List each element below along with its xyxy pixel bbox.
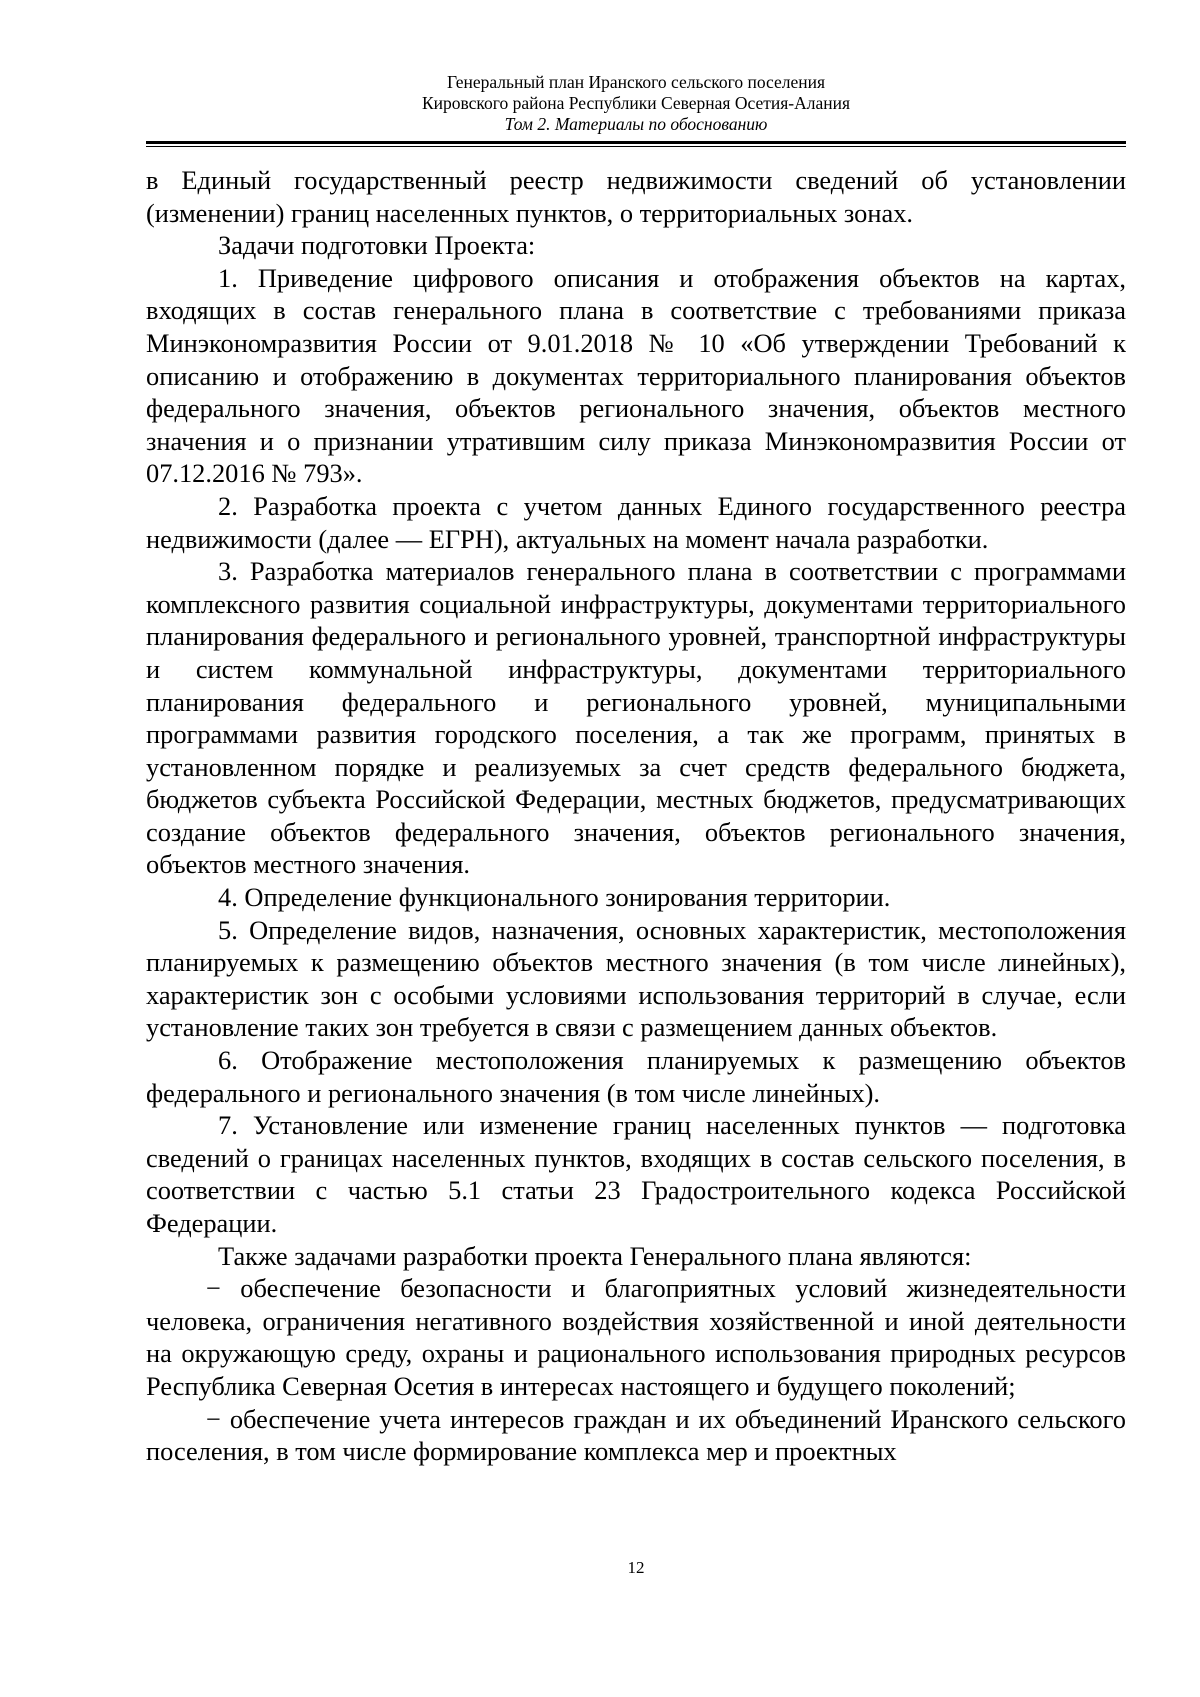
list-item: 2. Разработка проекта с учетом данных Единого государственного реестра недвижимости (далее — ЕГРН), актуальных на момент начала разработки. (146, 490, 1126, 554)
document-body (146, 164, 1126, 1468)
bullet-item: − обеспечение безопасности и благоприятных условий жизнедеятельности человека, ограничения негативного воздействия хозяйственной и иной деятельности на окружающую среду, охраны и рационального использования природных ресурсов Республика Северная Осетия в интересах настоящего и будущего поколений; (146, 1273, 1126, 1401)
paragraph: Также задачами разработки проекта Генерального плана являются: (218, 1240, 972, 1271)
bullet-item: − обеспечение учета интересов граждан и их объединений Иранского сельского поселения, в том числе формирование комплекса мер и проектных (146, 1403, 1126, 1467)
header-line-1: Генеральный план Иранского сельского поселения (446, 72, 826, 92)
list-item: 6. Отображение местоположения планируемых к размещению объектов федерального и регионального значения (в том числе линейных). (146, 1045, 1126, 1108)
header-line-3: Том 2. Материалы по обоснованию (504, 114, 768, 134)
list-item: 1. Приведение цифрового описания и отображения объектов на картах, входящих в состав генерального плана в соответствие с требованиями приказа Минэкономразвития России от 9.01.2018 № 10 «Об утверждении Требований к описанию и отображению в документах территориального планирования объектов федерального значения, объектов регионального значения, объектов местного значения и о признании утратившим силу приказа Минэкономразвития России от 07.12.2016 № 793». (146, 262, 1126, 489)
paragraph: в Единый государственный реестр недвижимости сведений об установлении (изменении) границ населенных пунктов, о территориальных зонах. (146, 165, 1126, 228)
list-item: 3. Разработка материалов генерального плана в соответствии с программами комплексного развития социальной инфраструктуры, документами территориального планирования федерального и регионального уровней, транспортной инфраструктуры и систем коммунальной инфраструктуры, документами территориального планирования федерального и регионального уровней, муниципальными программами развития городского поселения, а так же программ, принятых в установленном порядке и реализуемых за счет средств федерального бюджета, бюджетов субъекта Российской Федерации, местных бюджетов, предусматривающих создание объектов федерального значения, объектов регионального значения, объектов местного значения. (146, 556, 1126, 880)
header-rule-thick (146, 141, 1126, 144)
list-item: 5. Определение видов, назначения, основных характеристик, местоположения планируемых к размещению объектов местного значения (в том числе линейных), характеристик зон с особыми условиями использования территорий в случае, если установление таких зон требуется в связи с размещением данных объектов. (146, 914, 1126, 1043)
page-header (146, 72, 1126, 135)
list-item: 7. Установление или изменение границ населенных пунктов — подготовка сведений о границах населенных пунктов, входящих в состав сельского поселения, в соответствии с частью 5.1 статьи 23 Градостроительного кодекса Российской Федерации. (146, 1110, 1126, 1238)
page-number: 12 (627, 1558, 645, 1577)
list-item: 4. Определение функционального зонирования территории. (218, 882, 891, 913)
paragraph: Задачи подготовки Проекта: (218, 230, 536, 261)
header-rule-thin (146, 146, 1126, 147)
header-line-2: Кировского района Республики Северная Осетия-Алания (421, 93, 851, 113)
